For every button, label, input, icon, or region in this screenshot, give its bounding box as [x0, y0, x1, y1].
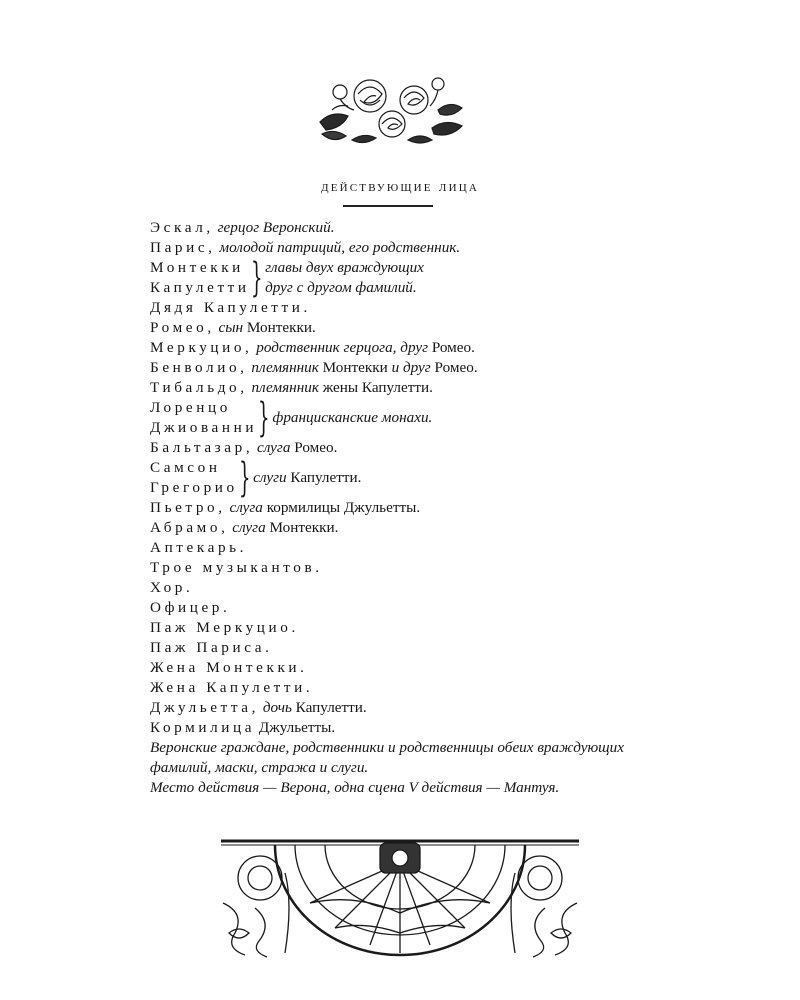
character-name: Монтекки [150, 259, 244, 276]
character-entry-juliet [150, 698, 640, 718]
character-name: Ромео, [150, 319, 215, 336]
character-description-rest: Ромео. [434, 359, 478, 376]
character-name: Трое музыкантов. [150, 559, 323, 576]
character-name: Кормилица [150, 719, 256, 736]
character-description: слуга [229, 499, 263, 516]
character-entry-mercutio [150, 338, 640, 358]
dramatis-personae-list [150, 218, 640, 798]
character-name: Меркуцио, [150, 339, 253, 356]
character-description-rest: Джульетты. [258, 719, 336, 736]
character-description: и друг [391, 359, 431, 376]
character-name: Аптекарь. [150, 539, 248, 556]
character-description: слуга [257, 439, 291, 456]
brace-icon: } [250, 255, 263, 301]
character-name: Парис, [150, 239, 216, 256]
brace-icon: } [238, 455, 251, 501]
character-description: родственник герцога, друг [256, 339, 429, 356]
title-underline [343, 205, 433, 207]
group-description: главы двух враждующих [265, 259, 424, 276]
character-name: Жена Капулетти. [150, 679, 314, 696]
fan-ornament-icon [215, 833, 585, 959]
character-entry-paris [150, 238, 640, 258]
character-entry-uncle [150, 298, 640, 318]
character-entry-musicians [150, 558, 640, 578]
brace-icon: } [258, 395, 270, 441]
character-name: Бальтазар, [150, 439, 254, 456]
character-description-rest: Ромео. [294, 439, 338, 456]
character-description-rest: кормилицы Джульетты. [266, 499, 421, 516]
character-entry-chorus [150, 578, 640, 598]
character-name: Жена Монтекки. [150, 659, 308, 676]
character-name: Тибальдо, [150, 379, 248, 396]
character-name: Хор. [150, 579, 194, 596]
rose-ornament-icon [312, 70, 468, 148]
character-entry-apothecary [150, 538, 640, 558]
character-name: Абрамо, [150, 519, 229, 536]
character-entry-eskal [150, 218, 640, 238]
character-entry-officer [150, 598, 640, 618]
character-name: Бенволио, [150, 359, 248, 376]
character-name: Самсон [150, 459, 221, 476]
character-description: племянник [251, 379, 319, 396]
character-name: Лоренцо [150, 399, 231, 416]
character-description: молодой патриций, его родственник. [219, 239, 461, 256]
group-description-rest: Капулетти. [290, 469, 362, 486]
character-name: Джульетта, [150, 699, 260, 716]
character-group-servants [150, 455, 640, 501]
character-description-rest: Монтекки. [246, 319, 316, 336]
character-description-rest: Капулетти. [295, 699, 367, 716]
character-entry-abram [150, 518, 640, 538]
character-name: Офицер. [150, 599, 231, 616]
character-description-rest: жены Капулетти. [322, 379, 433, 396]
group-description: друг с другом фамилий. [265, 279, 417, 296]
character-name: Грегорио [150, 479, 238, 496]
group-description: слуги [253, 469, 287, 486]
character-description: герцог Веронский. [217, 219, 335, 236]
citizens-note: Веронские граждане, родственники и родственницы обеих враждующих фамилий, маски, стража и слуги. [150, 739, 624, 776]
character-entry-balthasar [150, 438, 640, 458]
character-name: Паж Меркуцио. [150, 619, 299, 636]
character-name: Паж Париса. [150, 639, 273, 656]
character-entry-lady-montague [150, 658, 640, 678]
page-title: действующие лица [320, 178, 479, 195]
character-description: сын [218, 319, 244, 336]
character-entry-nurse [150, 718, 640, 738]
character-entry-romeo [150, 318, 640, 338]
character-description-mid: Монтекки [322, 359, 388, 376]
character-entry-benvolio [150, 358, 640, 378]
group-description: францисканские монахи. [272, 409, 433, 426]
character-description: слуга [232, 519, 266, 536]
character-entry-lady-capulet [150, 678, 640, 698]
character-entry-page-paris [150, 638, 640, 658]
setting-note: Место действия — Верона, одна сцена V действия — Мантуя. [150, 779, 560, 796]
character-entry-peter [150, 498, 640, 518]
character-entry-tybalt [150, 378, 640, 398]
character-name: Эскал, [150, 219, 214, 236]
character-group-families [150, 255, 640, 301]
character-description: дочь [262, 699, 292, 716]
character-entry-page-mercutio [150, 618, 640, 638]
character-name: Дядя Капулетти. [150, 299, 311, 316]
character-description-rest: Монтекки. [269, 519, 339, 536]
character-description: племянник [251, 359, 319, 376]
character-name: Капулетти [150, 279, 250, 296]
character-group-monks [150, 395, 640, 441]
character-name: Джиованни [150, 419, 258, 436]
character-description-rest: Ромео. [431, 339, 475, 356]
character-name: Пьетро, [150, 499, 226, 516]
